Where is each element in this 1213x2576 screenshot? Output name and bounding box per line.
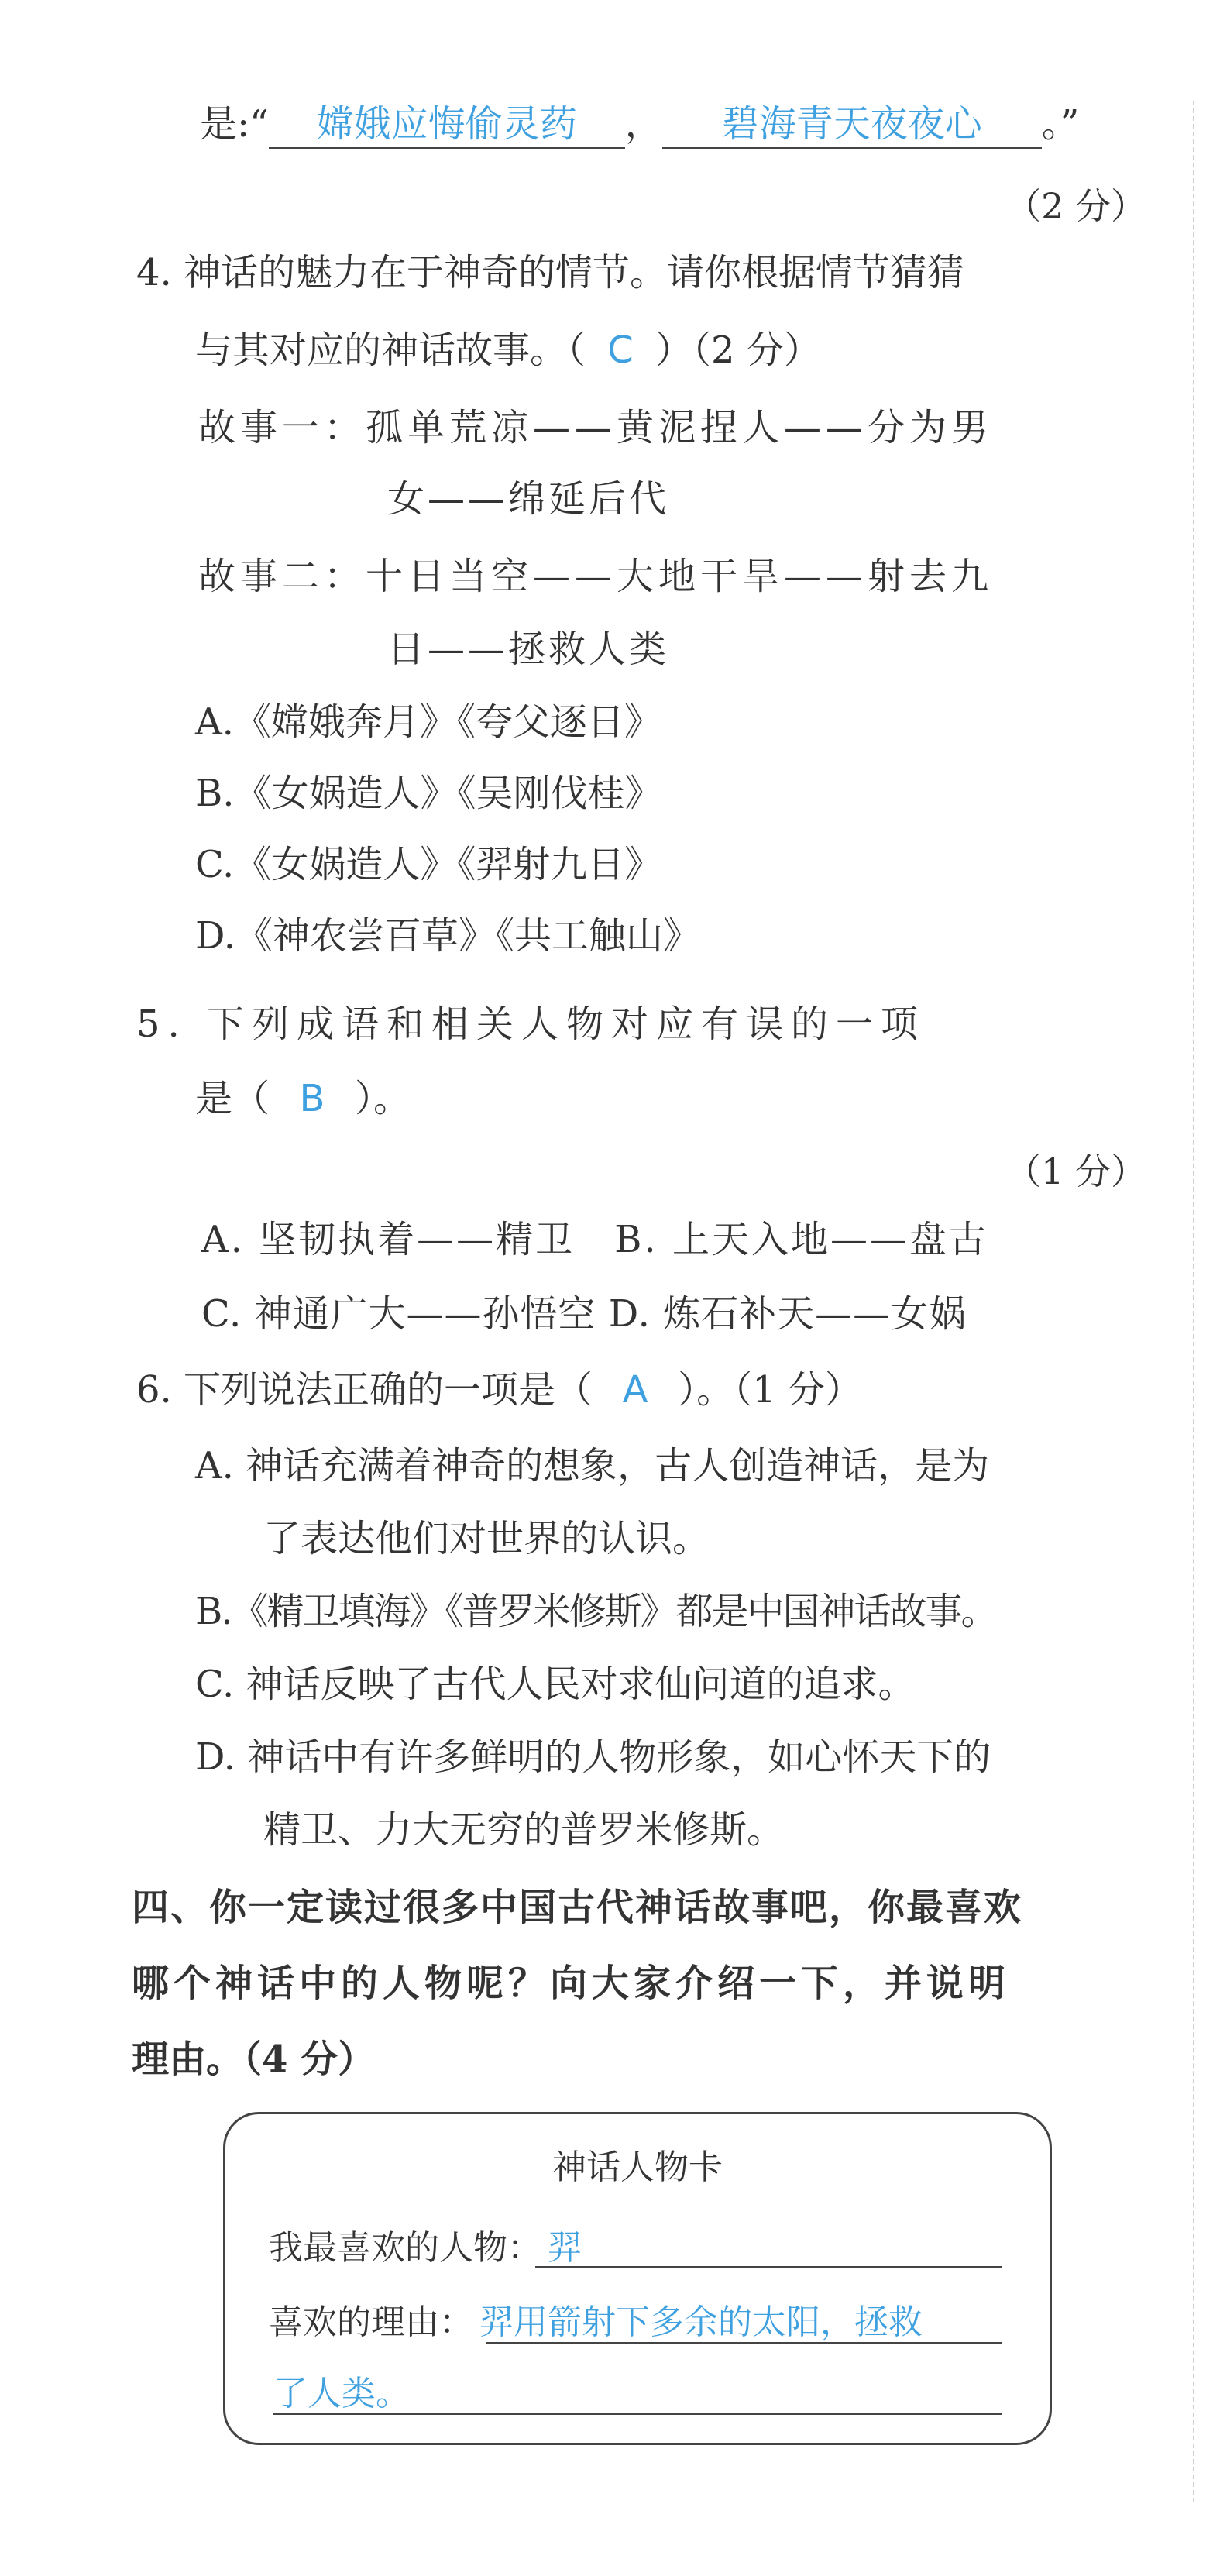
card-title: 神话人物卡 [552,2148,723,2187]
q4-question-line-2 [195,325,821,375]
q3-blank-2 [662,101,1042,149]
q6-line1-pre: 6. 下列说法正确的一项是（ [136,1368,593,1412]
q3-score: （2 分） [1005,185,1146,227]
card-reason-answer-line-1: 羿用箭射下多余的太阳，拯救 [479,2303,923,2342]
q6-option-a-line-1: A. 神话充满着神奇的想象，古人创造神话，是为 [195,1444,990,1487]
q4-option-c: C.《女娲造人》《羿射九日》 [195,843,662,886]
q5-answer: B [299,1077,325,1120]
q4-line2-pre: 与其对应的神话故事。（ [195,328,586,372]
q4-option-d: D.《神农尝百草》《共工触山》 [195,914,701,958]
q5-question-line-2 [195,1074,411,1123]
myth-character-card [223,2112,1052,2445]
q3-prefix: 是:“ [200,102,269,146]
card-reason-underline-2 [273,2413,1002,2415]
card-reason-label: 喜欢的理由： [269,2303,473,2342]
card-reason-underline-1 [486,2342,1002,2344]
q6-option-c: C. 神话反映了古代人民对求仙问道的追求。 [195,1663,916,1706]
q6-question-line [136,1365,862,1415]
q5-line2-pre: 是（ [195,1077,270,1120]
q3-answer-line [200,99,1079,149]
q3-suffix: 。” [1041,102,1080,146]
q5-line2-post: ）。 [355,1077,411,1120]
card-reason-answer-line-2: 了人类。 [273,2374,410,2413]
q4-line2-post: ）（2 分） [655,328,821,372]
q4-option-b: B.《女娲造人》《吴刚伐桂》 [195,772,662,815]
q6-option-b: B.《精卫填海》《普罗米修斯》都是中国神话故事。 [195,1590,997,1633]
card-favorite-label: 我最喜欢的人物： [269,2228,541,2268]
q5-options-row-1: A. 坚韧执着——精卫 B. 上天入地——盘古 [201,1218,988,1261]
q4-story2-line-1: 故事二：十日当空——大地干旱——射去九 [198,555,994,598]
card-favorite-row [269,2220,582,2269]
q6-option-d-line-1: D. 神话中有许多鲜明的人物形象，如心怀天下的 [195,1735,991,1779]
q5-score: （1 分） [1005,1150,1146,1192]
margin-dashed-rule [1193,101,1194,2502]
section4-heading-line-3: 理由。（4 分） [132,2038,376,2081]
q4-story1-line-1: 故事一：孤单荒凉——黄泥捏人——分为男 [198,406,994,449]
section4-heading-line-2: 哪个神话中的人物呢？向大家介绍一下，并说明 [132,1962,1011,2005]
card-favorite-answer: 羿 [548,2228,582,2268]
q6-option-a-line-2: 了表达他们对世界的认识。 [263,1517,710,1560]
q6-line1-post: ）。（1 分） [678,1368,862,1412]
q4-story1-line-2: 女——绵延后代 [387,477,670,521]
q3-answer-2: 碧海青天夜夜心 [721,102,982,146]
q5-question-line-1: 5. 下列成语和相关人物对应有误的一项 [136,1003,926,1046]
q4-question-line-1: 4. 神话的魅力在于神奇的情节。请你根据情节猜猜 [136,251,965,294]
q6-option-d-line-2: 精卫、力大无穷的普罗米修斯。 [263,1808,785,1852]
q6-answer: A [622,1368,648,1412]
q4-answer: C [607,328,634,372]
q3-comma: ， [624,102,662,146]
q3-blank-1 [269,101,625,149]
q4-option-a: A.《嫦娥奔月》《夸父逐日》 [195,700,661,744]
card-favorite-underline [535,2266,1002,2268]
q4-story2-line-2: 日——拯救人类 [387,628,670,671]
q5-options-row-2: C. 神通广大——孙悟空 D. 炼石补天——女娲 [201,1292,967,1336]
q3-answer-1: 嫦娥应悔偷灵药 [316,102,577,146]
card-reason-row [269,2294,923,2344]
section4-heading-line-1: 四、你一定读过很多中国古代神话故事吧，你最喜欢 [132,1886,1023,1929]
